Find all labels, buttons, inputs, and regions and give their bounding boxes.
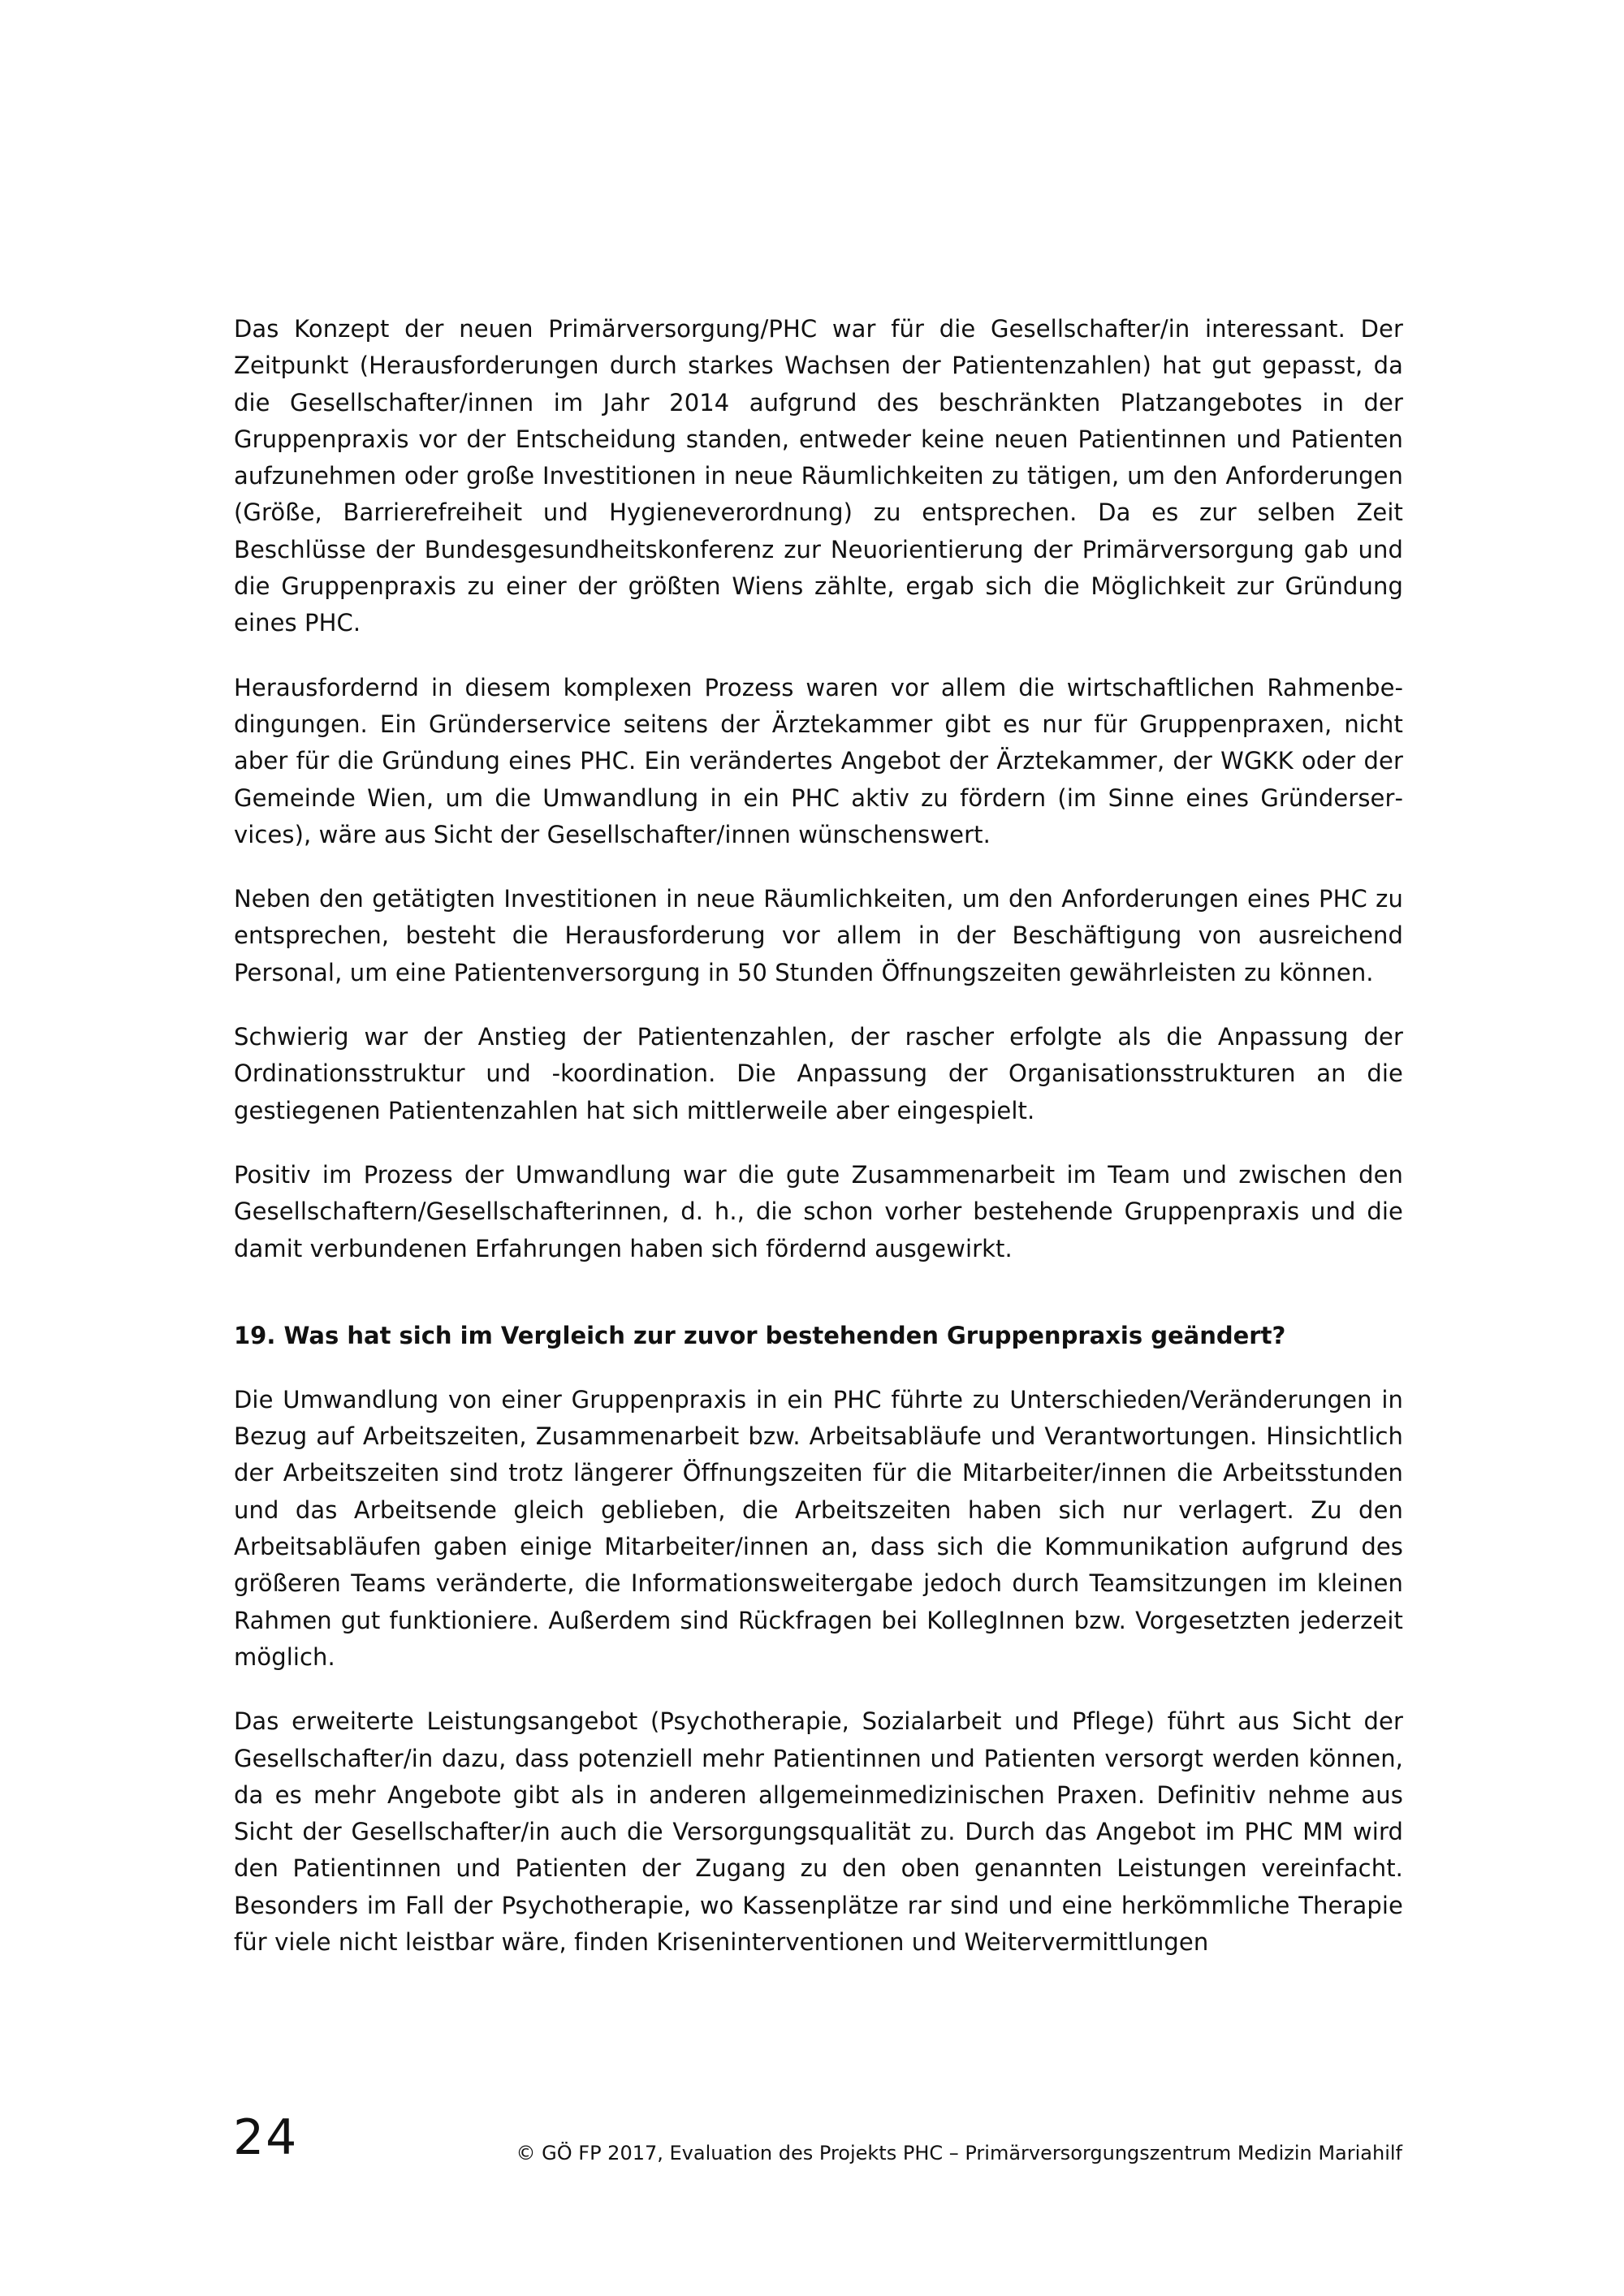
paragraph-investments: Neben den getätigten Investitionen in neue Räumlichkeiten, um den Anforderungen eines PHC zu entsprechen, besteht die Herausforderung vor allem in der Beschäftigung von ausreichend Personal, um eine Patientenversorgung in 50 Stunden Öffnungszeiten gewährleisten zu können. [234, 885, 1403, 986]
paragraph-services: Das erweiterte Leistungsangebot (Psychotherapie, Sozialarbeit und Pflege) führt aus Sicht der Gesellschafter/in dazu, dass potenziell mehr Patientinnen und Patienten versorgt werden können, da es mehr Angebote gibt als in anderen allgemeinmedizinischen Praxen. Definitiv nehme aus Sicht der Gesellschafter/in auch die Versorgungsqualität zu. Durch das Angebot im PHC MM wird den Patientinnen und Patienten der Zugang zu den oben genannten Leistungen vereinfacht. Besonders im Fall der Psychotherapie, wo Kassenplätze rar sind und eine herkömmliche Therapie für viele nicht leistbar wäre, finden Kriseninterventionen und Weitervermittlungen [234, 1707, 1403, 1956]
page-number: 24 [233, 2109, 299, 2166]
paragraph-teamwork: Positiv im Prozess der Umwandlung war die gute Zusammenarbeit im Team und zwischen den Gesellschaftern/Gesellschafterinnen, d. h., die schon vorher bestehende Gruppenpraxis und die damit verbundenen Erfahrungen haben sich fördernd ausgewirkt. [234, 1160, 1403, 1262]
footer-citation: © GÖ FP 2017, Evaluation des Projekts PHC – Primärversorgungszentrum Medizin Mariahilf [516, 2142, 1402, 2164]
page-body [234, 311, 1403, 1988]
section-heading: 19. Was hat sich im Vergleich zur zuvor bestehenden Gruppenpraxis geändert? [234, 1321, 1286, 1349]
paragraph-changes: Die Umwandlung von einer Gruppenpraxis in ein PHC führte zu Unterschieden/Veränderungen in Bezug auf Arbeitszeiten, Zusammenarbeit bzw. Arbeitsabläufe und Verantwortungen. Hinsichtlich der Arbeitszeiten sind trotz längerer Öffnungszeiten für die Mitarbeiter/innen die Arbeitsstunden und das Arbeitsende gleich geblieben, die Arbeitszeiten haben sich nur verlagert. Zu den Arbeitsabläufen gaben einige Mitarbeiter/innen an, dass sich die Kommunikation aufgrund des größeren Teams veränderte, die Informationsweitergabe jedoch durch Teamsitzungen im kleinen Rahmen gut funktioniere. Außerdem sind Rückfragen bei KollegInnen bzw. Vorgesetzten jederzeit möglich. [234, 1385, 1403, 1671]
paragraph-concept: Das Konzept der neuen Primärversorgung/PHC war für die Gesellschafter/in interessant. Der Zeitpunkt (Herausforderungen durch starkes Wachsen der Patientenzahlen) hat gut gepasst, da die Gesellschafter/innen im Jahr 2014 aufgrund des beschränkten Platzangebotes in der Gruppenpraxis vor der Entscheidung standen, entweder keine neuen Patientinnen und Patienten aufzunehmen oder große Investitionen in neue Räumlichkeiten zu tätigen, um den Anforderungen (Größe, Barrierefreiheit und Hygieneverordnung) zu entsprechen. Da es zur selben Zeit Beschlüsse der Bundesgesundheitskonferenz zur Neuorientierung der Primärversorgung gab und die Gruppenpraxis zu einer der größten Wiens zählte, ergab sich die Möglichkeit zur Gründung eines PHC. [234, 315, 1403, 637]
paragraph-challenges: Herausfordernd in diesem komplexen Prozess waren vor allem die wirtschaftlichen Rahmenbedingungen. Ein Gründerservice seitens der Ärztekammer gibt es nur für Gruppenpraxen, nicht aber für die Gründung eines PHC. Ein verändertes Angebot der Ärztekammer, der WGKK oder der Gemeinde Wien, um die Umwandlung in ein PHC aktiv zu fördern (im Sinne eines Gründerservices), wäre aus Sicht der Gesellschafter/innen wünschenswert. [234, 673, 1403, 848]
paragraph-patient-growth: Schwierig war der Anstieg der Patientenzahlen, der rascher erfolgte als die Anpassung der Ordinationsstruktur und -koordination. Die Anpassung der Organisationsstrukturen an die gestiegenen Patientenzahlen hat sich mittlerweile aber eingespielt. [234, 1023, 1403, 1124]
